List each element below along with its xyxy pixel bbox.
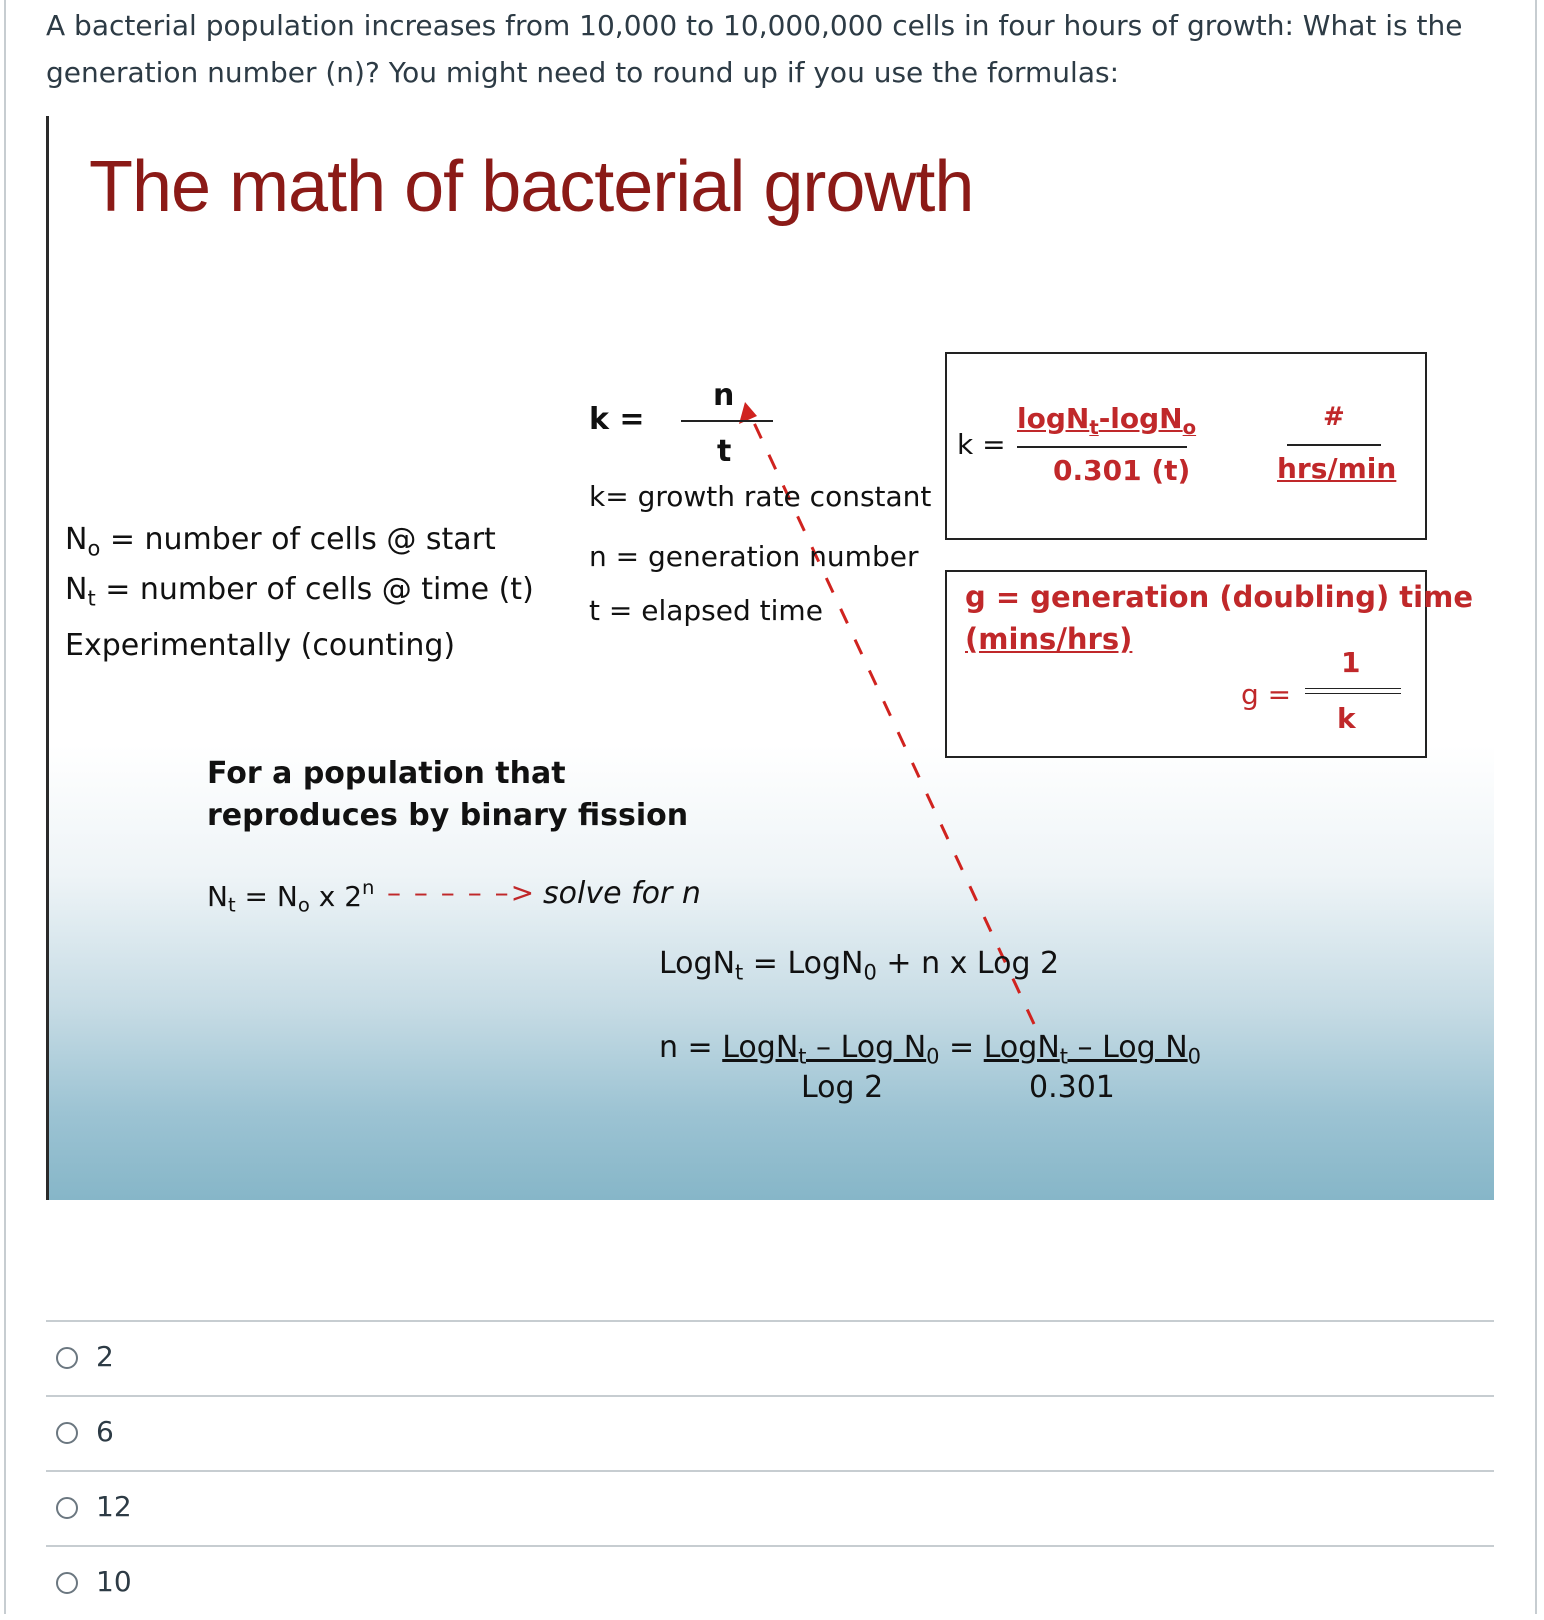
k-numerator: n — [713, 378, 735, 413]
g-definition: g = generation (doubling) time — [965, 580, 1473, 614]
g-fraction-bar — [1305, 688, 1401, 694]
no-definition: $N_o$ = number of cells @ start — [65, 522, 496, 561]
log-equation: LogN$_t$ = LogN$_0$ + n x Log 2 — [659, 946, 1060, 985]
answer-label[interactable]: 2 — [96, 1340, 114, 1373]
box1-hash: # — [1323, 402, 1345, 432]
question-text: A bacterial population increases from 10,000 to 10,000,000 cells in four hours of growth: What is the generation number (n)? You might need to round up if you use the formulas: — [46, 9, 1463, 89]
answer-option[interactable] — [46, 1395, 1494, 1470]
nt-definition: $N_t$ = number of cells @ time (t) — [65, 572, 534, 611]
answer-label[interactable]: 6 — [96, 1415, 114, 1448]
binary-fission-line1: For a population that — [207, 756, 566, 791]
box1-k-equals: k = — [957, 428, 1006, 461]
n-denominator-log2: Log 2 — [801, 1070, 884, 1105]
t-definition: t = elapsed time — [589, 594, 823, 627]
n-solution-equation: n = LogN$_t$ – Log $N_0$ = LogN$_t$ – Log $N_0$ — [659, 1030, 1202, 1069]
k-fraction-bar — [681, 420, 773, 422]
g-units: (mins/hrs) — [965, 622, 1133, 656]
radio-button[interactable] — [56, 1572, 78, 1594]
g-denominator: k — [1337, 702, 1356, 735]
solve-for-n: solve for n — [543, 876, 701, 911]
k-equals: k = — [589, 402, 645, 437]
answer-option[interactable] — [46, 1545, 1494, 1620]
answer-option[interactable] — [46, 1470, 1494, 1545]
box1-fraction-bar — [1017, 446, 1187, 448]
box1-units: hrs/min — [1277, 452, 1397, 485]
answer-label[interactable]: 12 — [96, 1490, 132, 1523]
slide-title: The math of bacterial growth — [89, 147, 974, 227]
slide-image — [46, 116, 1494, 1200]
box1-denominator: 0.301 (t) — [1053, 454, 1191, 487]
k-log-formula-box — [945, 352, 1427, 540]
box1-units-bar — [1287, 444, 1381, 446]
radio-button[interactable] — [56, 1422, 78, 1444]
g-numerator: 1 — [1341, 646, 1361, 679]
n-definition: n = generation number — [589, 540, 919, 573]
generation-time-box — [945, 570, 1473, 758]
answer-options — [46, 1320, 1494, 1620]
answer-label[interactable]: 10 — [96, 1565, 132, 1598]
exponential-equation: $N_t = N_o$ x 2$^n$ — [207, 876, 375, 917]
solve-arrow: – – – – –> — [387, 876, 537, 909]
box1-numerator: logN$_t$-logN$_o$ — [1017, 402, 1197, 439]
g-equals: g = — [1241, 678, 1292, 711]
experimental-note: Experimentally (counting) — [65, 628, 456, 663]
radio-button[interactable] — [56, 1497, 78, 1519]
n-denominator-0301: 0.301 — [1029, 1070, 1115, 1105]
radio-button[interactable] — [56, 1347, 78, 1369]
k-denominator: t — [717, 434, 732, 469]
k-definition: k= growth rate constant — [589, 480, 932, 513]
binary-fission-line2: reproduces by binary fission — [207, 798, 689, 833]
answer-option[interactable] — [46, 1320, 1494, 1395]
